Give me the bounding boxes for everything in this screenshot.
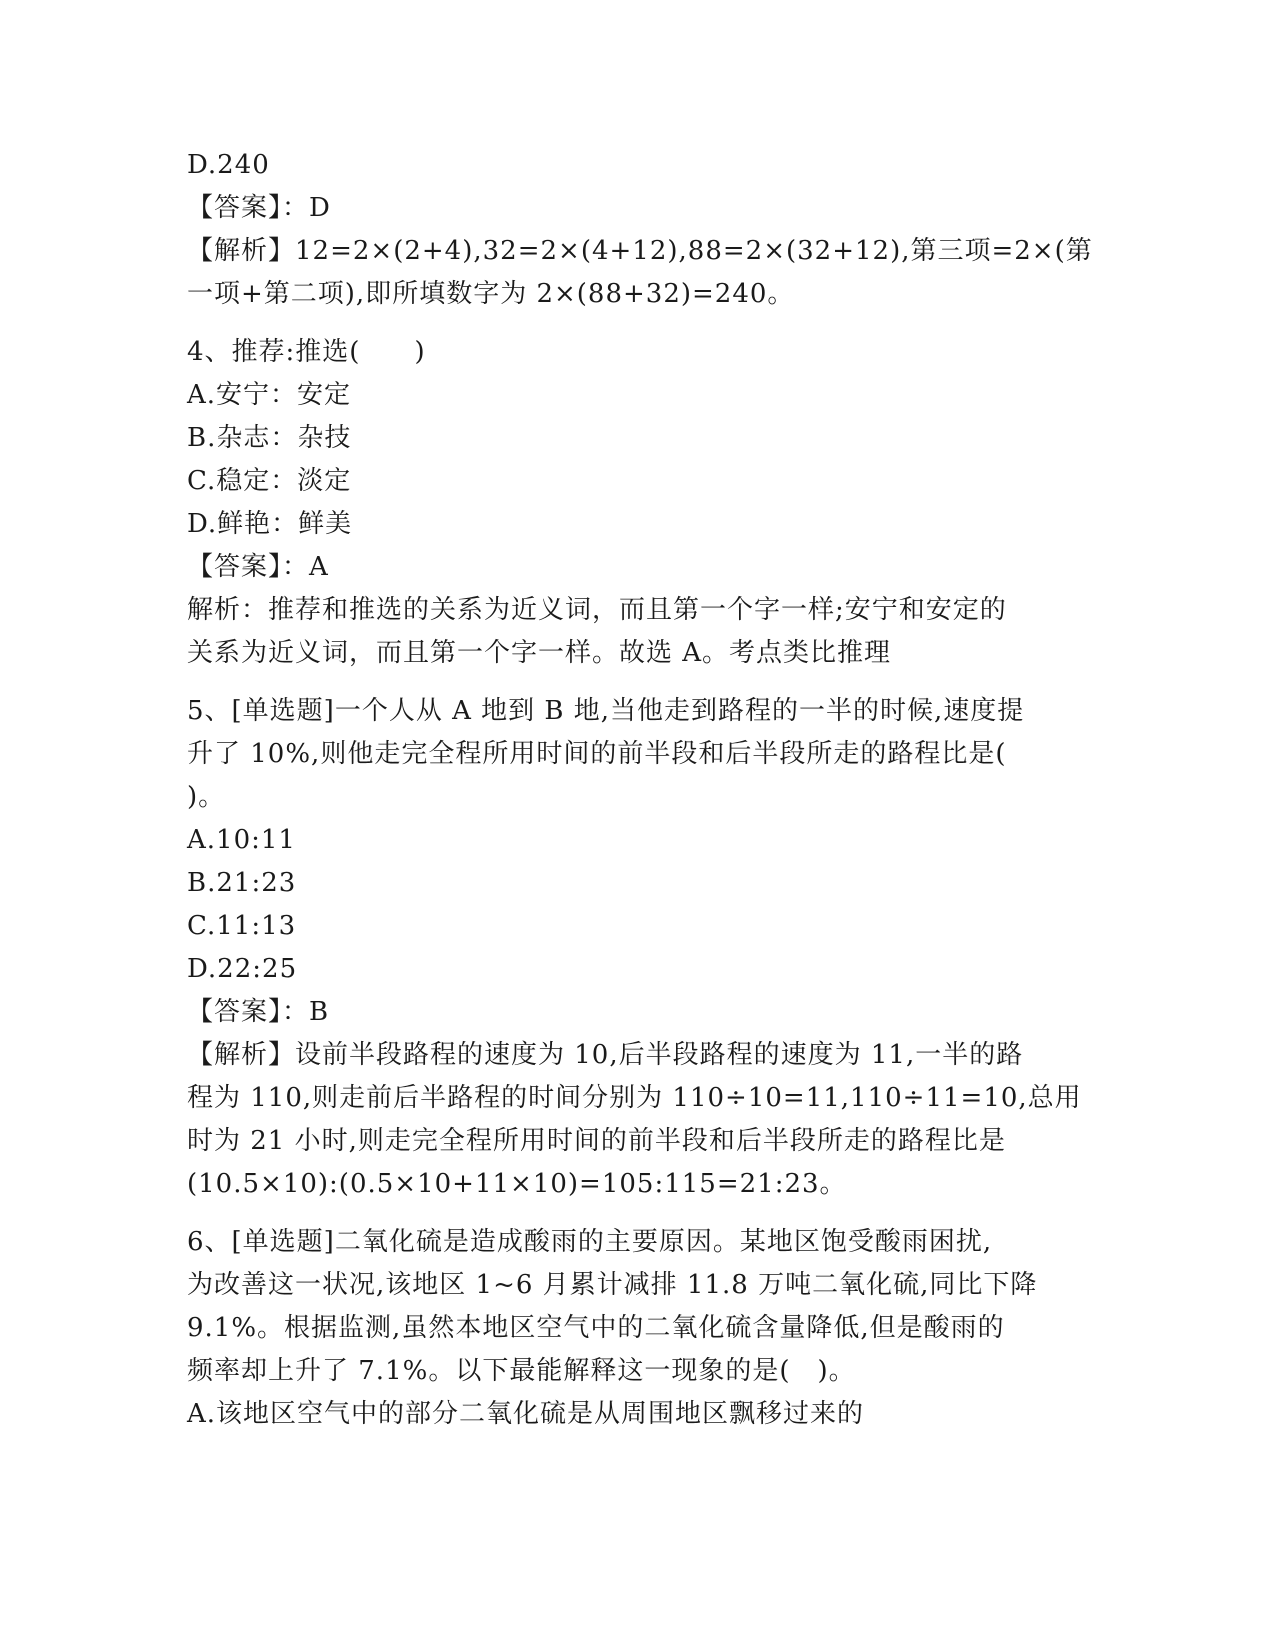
option-c: C.稳定：淡定 — [187, 466, 352, 496]
option-c: C.11:13 — [187, 911, 297, 941]
option-d: D.240 — [187, 150, 270, 180]
question-stem: 4、推荐:推选( ) — [187, 337, 426, 367]
option-a: A.10:11 — [187, 825, 296, 855]
question-stem: 为改善这一状况,该地区 1~6 月累计减排 11.8 万吨二氧化硫,同比下降 — [187, 1270, 1038, 1300]
option-b: B.21:23 — [187, 868, 297, 898]
question-5 — [187, 690, 1087, 1206]
answer-line: 【答案】：B — [187, 997, 330, 1027]
document-page — [187, 144, 1093, 1436]
option-d: D.鲜艳：鲜美 — [187, 509, 353, 539]
option-a: A.该地区空气中的部分二氧化硫是从周围地区飘移过来的 — [187, 1399, 865, 1429]
question-stem: 频率却上升了 7.1%。以下最能解释这一现象的是( )。 — [187, 1356, 856, 1386]
question-stem: 9.1%。根据监测,虽然本地区空气中的二氧化硫含量降低,但是酸雨的 — [187, 1313, 1005, 1343]
question-6 — [187, 1221, 1087, 1436]
analysis-line: (10.5×10):(0.5×10+11×10)=105:115=21:23。 — [187, 1169, 847, 1199]
answer-line: 【答案】：A — [187, 552, 329, 582]
analysis-line: 一项+第二项),即所填数字为 2×(88+32)=240。 — [187, 279, 795, 309]
question-stem: 5、[单选题]一个人从 A 地到 B 地,当他走到路程的一半的时候,速度提 — [187, 696, 1025, 726]
answer-line: 【答案】：D — [187, 193, 331, 223]
option-d: D.22:25 — [187, 954, 298, 984]
analysis-line: 关系为近义词，而且第一个字一样。故选 A。考点类比推理 — [187, 638, 892, 668]
analysis-line: 时为 21 小时,则走完全程所用时间的前半段和后半段所走的路程比是 — [187, 1126, 1006, 1156]
analysis-line: 程为 110,则走前后半路程的时间分别为 110÷10=11,110÷11=10,总用 — [187, 1083, 1082, 1113]
question-stem: 升了 10%,则他走完全程所用时间的前半段和后半段所走的路程比是( — [187, 739, 1007, 769]
analysis-line: 【解析】设前半段路程的速度为 10,后半段路程的速度为 11,一半的路 — [187, 1040, 1024, 1070]
option-b: B.杂志：杂技 — [187, 423, 352, 453]
question-stem: )。 — [187, 782, 226, 812]
analysis-line: 【解析】12=2×(2+4),32=2×(4+12),88=2×(32+12),第三项=2×(第 — [187, 236, 1093, 266]
option-a: A.安宁：安定 — [187, 380, 352, 410]
question-3-tail — [187, 144, 1093, 316]
analysis-line: 解析：推荐和推选的关系为近义词，而且第一个字一样;安宁和安定的 — [187, 595, 1007, 625]
question-4 — [187, 331, 1087, 675]
question-stem: 6、[单选题]二氧化硫是造成酸雨的主要原因。某地区饱受酸雨困扰, — [187, 1227, 993, 1257]
